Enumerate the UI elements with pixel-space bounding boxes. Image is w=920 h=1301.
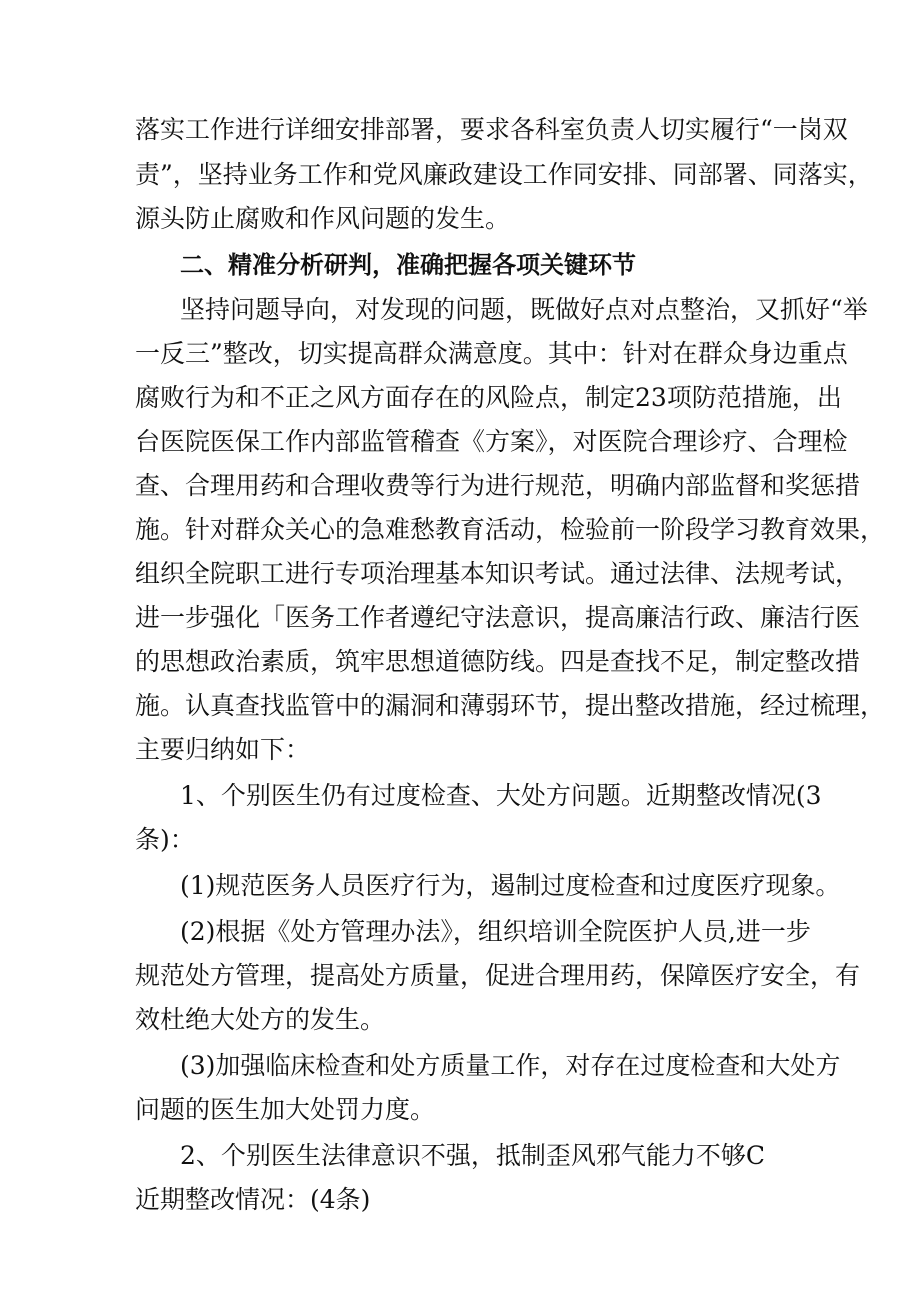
item-2-line-1: 2、个别医生法律意识不强，抵制歪风邪气能力不够C <box>180 1141 766 1170</box>
paragraph-2-line-7: 组织全院职工进行专项治理基本知识考试。通过法律、法规考试， <box>135 559 861 588</box>
subitem-2-line-3: 效杜绝大处方的发生。 <box>135 1005 386 1034</box>
item-1-line-1: 1、个别医生仍有过度检查、大处方问题。近期整改情况(3 <box>180 781 822 810</box>
paragraph-1-line-3: 源头防止腐败和作风问题的发生。 <box>135 204 511 233</box>
paragraph-2-line-4: 台医院医保工作内部监管稽查《方案》，对医院合理诊疗、合理检 <box>135 427 848 456</box>
subitem-2-line-1: (2)根据《处方管理办法》，组织培训全院医护人员,进一步 <box>180 917 811 946</box>
item-1-line-2: 条)： <box>135 825 195 854</box>
paragraph-2-line-1: 坚持问题导向，对发现的问题，既做好点对点整治，又抓好“举 <box>180 295 868 324</box>
section-heading: 二、精准分析研判，准确把握各项关键环节 <box>180 251 636 279</box>
subitem-3-line-2: 问题的医生加大处罚力度。 <box>135 1095 436 1124</box>
paragraph-2-line-5: 查、合理用药和合理收费等行为进行规范，明确内部监督和奖惩措 <box>135 471 861 500</box>
paragraph-2-line-6: 施。针对群众关心的急难愁教育活动，检验前一阶段学习教育效果， <box>135 515 886 544</box>
paragraph-1-line-1: 落实工作进行详细安排部署，要求各科室负责人切实履行“一岗双 <box>135 115 848 144</box>
paragraph-2-line-9: 的思想政治素质，筑牢思想道德防线。四是查找不足，制定整改措 <box>135 647 861 676</box>
subitem-3-line-1: (3)加强临床检查和处方质量工作，对存在过度检查和大处方 <box>180 1051 841 1080</box>
paragraph-1-line-2: 责”，坚持业务工作和党风廉政建设工作同安排、同部署、同落实， <box>135 160 873 189</box>
paragraph-2-line-2: 一反三”整改，切实提高群众满意度。其中：针对在群众身边重点 <box>135 339 848 368</box>
paragraph-2-line-3: 腐败行为和不正之风方面存在的风险点，制定23项防范措施，出 <box>135 383 842 412</box>
item-2-line-2: 近期整改情况：(4条) <box>135 1185 371 1214</box>
paragraph-2-line-11: 主要归纳如下： <box>135 735 311 764</box>
subitem-1-line-1: (1)规范医务人员医疗行为，遏制过度检查和过度医疗现象。 <box>180 871 841 900</box>
subitem-2-line-2: 规范处方管理，提高处方质量，促进合理用药，保障医疗安全，有 <box>135 961 861 990</box>
paragraph-2-line-8: 进一步强化「医务工作者遵纪守法意识，提高廉洁行政、廉洁行医 <box>135 603 861 632</box>
paragraph-2-line-10: 施。认真查找监管中的漏洞和薄弱环节，提出整改措施，经过梳理， <box>135 691 886 720</box>
